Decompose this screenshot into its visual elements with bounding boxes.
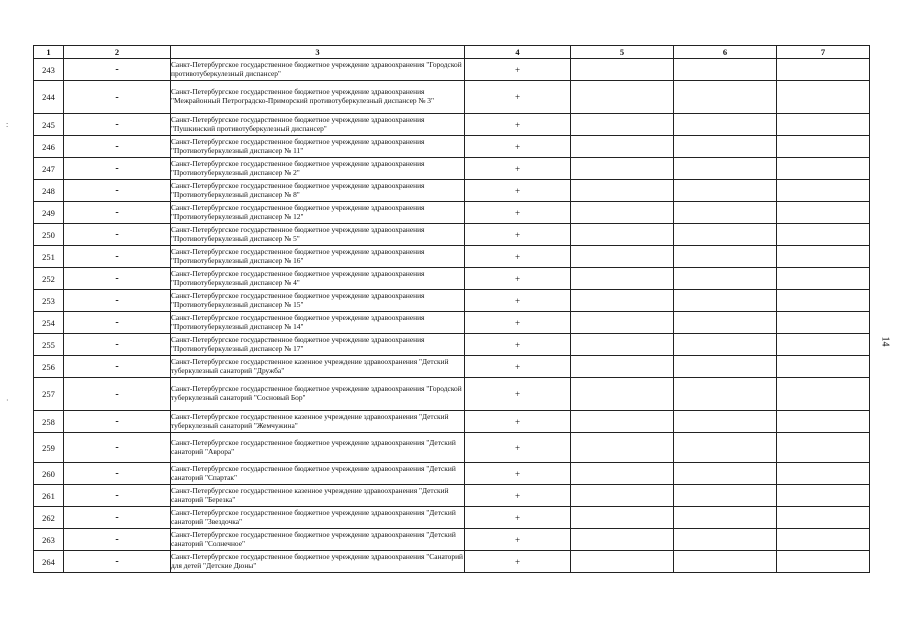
- row-col2: -: [64, 433, 171, 463]
- row-number: 243: [34, 59, 64, 81]
- row-col7: [777, 529, 870, 551]
- row-number: 252: [34, 268, 64, 290]
- row-col6: [674, 114, 777, 136]
- row-col5: [571, 378, 674, 411]
- row-col2: -: [64, 463, 171, 485]
- table-row: [34, 158, 870, 180]
- row-col7: [777, 463, 870, 485]
- row-col5: [571, 81, 674, 114]
- row-col6: [674, 312, 777, 334]
- row-col6: [674, 411, 777, 433]
- institution-name: Санкт-Петербургское государственное бюджетное учреждение здравоохранения "Противотуберкулезный диспансер № 14": [171, 312, 465, 334]
- column-header-3: 3: [171, 46, 465, 59]
- row-col2: -: [64, 202, 171, 224]
- row-col6: [674, 529, 777, 551]
- row-col5: [571, 507, 674, 529]
- row-col4-mark: +: [465, 136, 571, 158]
- row-col6: [674, 136, 777, 158]
- row-col2: -: [64, 356, 171, 378]
- table-row: [34, 411, 870, 433]
- row-col2: -: [64, 81, 171, 114]
- row-col7: [777, 411, 870, 433]
- row-col7: [777, 158, 870, 180]
- row-col5: [571, 136, 674, 158]
- row-col2: -: [64, 334, 171, 356]
- row-col5: [571, 529, 674, 551]
- column-header-5: 5: [571, 46, 674, 59]
- institution-name: Санкт-Петербургское государственное бюджетное учреждение здравоохранения "Противотуберкулезный диспансер № 15": [171, 290, 465, 312]
- row-col7: [777, 202, 870, 224]
- row-col7: [777, 433, 870, 463]
- row-col4-mark: +: [465, 507, 571, 529]
- row-col5: [571, 180, 674, 202]
- row-col7: [777, 268, 870, 290]
- row-col4-mark: +: [465, 268, 571, 290]
- row-col5: [571, 224, 674, 246]
- row-col2: -: [64, 290, 171, 312]
- row-col5: [571, 246, 674, 268]
- table-row: [34, 290, 870, 312]
- row-col6: [674, 551, 777, 573]
- row-col5: [571, 551, 674, 573]
- institution-name: Санкт-Петербургское государственное бюджетное учреждение здравоохранения "Детский санаторий "Солнечное": [171, 529, 465, 551]
- row-col5: [571, 334, 674, 356]
- row-col2: -: [64, 180, 171, 202]
- column-header-4: 4: [465, 46, 571, 59]
- scan-artifact-mark: :: [6, 120, 9, 129]
- row-col7: [777, 114, 870, 136]
- row-number: 257: [34, 378, 64, 411]
- institution-name: Санкт-Петербургское государственное казенное учреждение здравоохранения "Детский санаторий "Березка": [171, 485, 465, 507]
- row-number: 248: [34, 180, 64, 202]
- row-col6: [674, 290, 777, 312]
- table-row: [34, 59, 870, 81]
- row-col5: [571, 433, 674, 463]
- row-col6: [674, 378, 777, 411]
- row-col7: [777, 334, 870, 356]
- row-col6: [674, 246, 777, 268]
- table-row: [34, 114, 870, 136]
- row-number: 247: [34, 158, 64, 180]
- row-number: 253: [34, 290, 64, 312]
- table-row: [34, 312, 870, 334]
- row-number: 250: [34, 224, 64, 246]
- row-col5: [571, 411, 674, 433]
- row-col6: [674, 81, 777, 114]
- table-row: [34, 356, 870, 378]
- row-col4-mark: +: [465, 158, 571, 180]
- row-number: 260: [34, 463, 64, 485]
- row-col7: [777, 356, 870, 378]
- table-row: [34, 463, 870, 485]
- row-col7: [777, 180, 870, 202]
- row-number: 256: [34, 356, 64, 378]
- row-number: 261: [34, 485, 64, 507]
- column-header-6: 6: [674, 46, 777, 59]
- column-header-1: 1: [34, 46, 64, 59]
- institution-name: Санкт-Петербургское государственное бюджетное учреждение здравоохранения "Противотуберкулезный диспансер № 12": [171, 202, 465, 224]
- row-col4-mark: +: [465, 224, 571, 246]
- row-col6: [674, 334, 777, 356]
- row-number: 251: [34, 246, 64, 268]
- institution-name: Санкт-Петербургское государственное казенное учреждение здравоохранения "Детский туберкулезный санаторий "Жемчужина": [171, 411, 465, 433]
- institution-name: Санкт-Петербургское государственное бюджетное учреждение здравоохранения "Межрайонный Петроградско-Приморский противотуберкулезный диспансер № 3": [171, 81, 465, 114]
- institution-name: Санкт-Петербургское государственное бюджетное учреждение здравоохранения "Санаторий для детей "Детские Дюны": [171, 551, 465, 573]
- row-number: 245: [34, 114, 64, 136]
- row-col5: [571, 114, 674, 136]
- row-col6: [674, 180, 777, 202]
- institution-name: Санкт-Петербургское государственное бюджетное учреждение здравоохранения "Противотуберкулезный диспансер № 17": [171, 334, 465, 356]
- row-col4-mark: +: [465, 485, 571, 507]
- institution-name: Санкт-Петербургское государственное бюджетное учреждение здравоохранения "Детский санаторий "Спартак": [171, 463, 465, 485]
- row-number: 246: [34, 136, 64, 158]
- table-row: [34, 224, 870, 246]
- row-col6: [674, 268, 777, 290]
- row-col2: -: [64, 378, 171, 411]
- table-row: [34, 136, 870, 158]
- row-col4-mark: +: [465, 433, 571, 463]
- row-number: 264: [34, 551, 64, 573]
- row-number: 258: [34, 411, 64, 433]
- table-row: [34, 507, 870, 529]
- page-number: 14: [879, 336, 891, 347]
- row-col2: -: [64, 224, 171, 246]
- row-col7: [777, 81, 870, 114]
- row-col4-mark: +: [465, 529, 571, 551]
- row-col4-mark: +: [465, 356, 571, 378]
- row-col2: -: [64, 114, 171, 136]
- row-col5: [571, 268, 674, 290]
- institution-name: Санкт-Петербургское государственное бюджетное учреждение здравоохранения "Противотуберкулезный диспансер № 11": [171, 136, 465, 158]
- row-col5: [571, 356, 674, 378]
- row-col2: -: [64, 268, 171, 290]
- scan-artifact-mark: ·: [6, 396, 9, 405]
- row-col2: -: [64, 246, 171, 268]
- row-col2: -: [64, 485, 171, 507]
- row-col6: [674, 224, 777, 246]
- table-row: [34, 378, 870, 411]
- row-col4-mark: +: [465, 378, 571, 411]
- table-row: [34, 268, 870, 290]
- row-col6: [674, 485, 777, 507]
- row-col4-mark: +: [465, 202, 571, 224]
- row-col4-mark: +: [465, 81, 571, 114]
- row-col6: [674, 356, 777, 378]
- column-header-2: 2: [64, 46, 171, 59]
- row-number: 259: [34, 433, 64, 463]
- row-col7: [777, 312, 870, 334]
- row-col7: [777, 136, 870, 158]
- row-col7: [777, 59, 870, 81]
- registry-table: [33, 45, 870, 573]
- row-col4-mark: +: [465, 411, 571, 433]
- row-col2: -: [64, 529, 171, 551]
- row-col6: [674, 202, 777, 224]
- row-col4-mark: +: [465, 334, 571, 356]
- institution-name: Санкт-Петербургское государственное бюджетное учреждение здравоохранения "Противотуберкулезный диспансер № 16": [171, 246, 465, 268]
- table-row: [34, 334, 870, 356]
- row-col7: [777, 246, 870, 268]
- institution-name: Санкт-Петербургское государственное бюджетное учреждение здравоохранения "Детский санаторий "Аврора": [171, 433, 465, 463]
- table-body: [34, 59, 870, 573]
- row-col7: [777, 551, 870, 573]
- row-col2: -: [64, 312, 171, 334]
- row-number: 262: [34, 507, 64, 529]
- row-col4-mark: +: [465, 59, 571, 81]
- table-row: [34, 485, 870, 507]
- row-col5: [571, 312, 674, 334]
- table-row: [34, 551, 870, 573]
- row-col6: [674, 507, 777, 529]
- row-col6: [674, 463, 777, 485]
- row-col5: [571, 290, 674, 312]
- row-col7: [777, 224, 870, 246]
- row-col2: -: [64, 507, 171, 529]
- row-col5: [571, 59, 674, 81]
- institution-name: Санкт-Петербургское государственное бюджетное учреждение здравоохранения "Противотуберкулезный диспансер № 5": [171, 224, 465, 246]
- table-row: [34, 180, 870, 202]
- row-col6: [674, 158, 777, 180]
- row-col7: [777, 485, 870, 507]
- row-col7: [777, 290, 870, 312]
- row-col4-mark: +: [465, 180, 571, 202]
- row-col6: [674, 433, 777, 463]
- column-header-7: 7: [777, 46, 870, 59]
- row-col2: -: [64, 158, 171, 180]
- institution-name: Санкт-Петербургское государственное бюджетное учреждение здравоохранения "Противотуберкулезный диспансер № 8": [171, 180, 465, 202]
- row-number: 255: [34, 334, 64, 356]
- row-col5: [571, 463, 674, 485]
- row-col2: -: [64, 551, 171, 573]
- row-col2: -: [64, 411, 171, 433]
- row-col4-mark: +: [465, 312, 571, 334]
- header-row: [34, 46, 870, 59]
- row-col7: [777, 507, 870, 529]
- row-col4-mark: +: [465, 551, 571, 573]
- table-row: [34, 81, 870, 114]
- row-col4-mark: +: [465, 463, 571, 485]
- institution-name: Санкт-Петербургское государственное бюджетное учреждение здравоохранения "Городской противотуберкулезный диспансер": [171, 59, 465, 81]
- row-col4-mark: +: [465, 290, 571, 312]
- row-number: 244: [34, 81, 64, 114]
- row-col4-mark: +: [465, 246, 571, 268]
- row-col4-mark: +: [465, 114, 571, 136]
- institution-name: Санкт-Петербургское государственное казенное учреждение здравоохранения "Детский туберкулезный санаторий "Дружба": [171, 356, 465, 378]
- institution-name: Санкт-Петербургское государственное бюджетное учреждение здравоохранения "Противотуберкулезный диспансер № 2": [171, 158, 465, 180]
- row-number: 249: [34, 202, 64, 224]
- row-col5: [571, 485, 674, 507]
- row-col7: [777, 378, 870, 411]
- table-row: [34, 246, 870, 268]
- institution-name: Санкт-Петербургское государственное бюджетное учреждение здравоохранения "Детский санаторий "Звездочка": [171, 507, 465, 529]
- row-number: 254: [34, 312, 64, 334]
- table-row: [34, 433, 870, 463]
- row-number: 263: [34, 529, 64, 551]
- row-col5: [571, 158, 674, 180]
- row-col5: [571, 202, 674, 224]
- institution-name: Санкт-Петербургское государственное бюджетное учреждение здравоохранения "Противотуберкулезный диспансер № 4": [171, 268, 465, 290]
- table-row: [34, 202, 870, 224]
- institution-name: Санкт-Петербургское государственное бюджетное учреждение здравоохранения "Пушкинский противотуберкулезный диспансер": [171, 114, 465, 136]
- table-row: [34, 529, 870, 551]
- institution-name: Санкт-Петербургское государственное бюджетное учреждение здравоохранения "Городской туберкулезный санаторий "Сосновый Бор": [171, 378, 465, 411]
- row-col6: [674, 59, 777, 81]
- row-col2: -: [64, 136, 171, 158]
- row-col2: -: [64, 59, 171, 81]
